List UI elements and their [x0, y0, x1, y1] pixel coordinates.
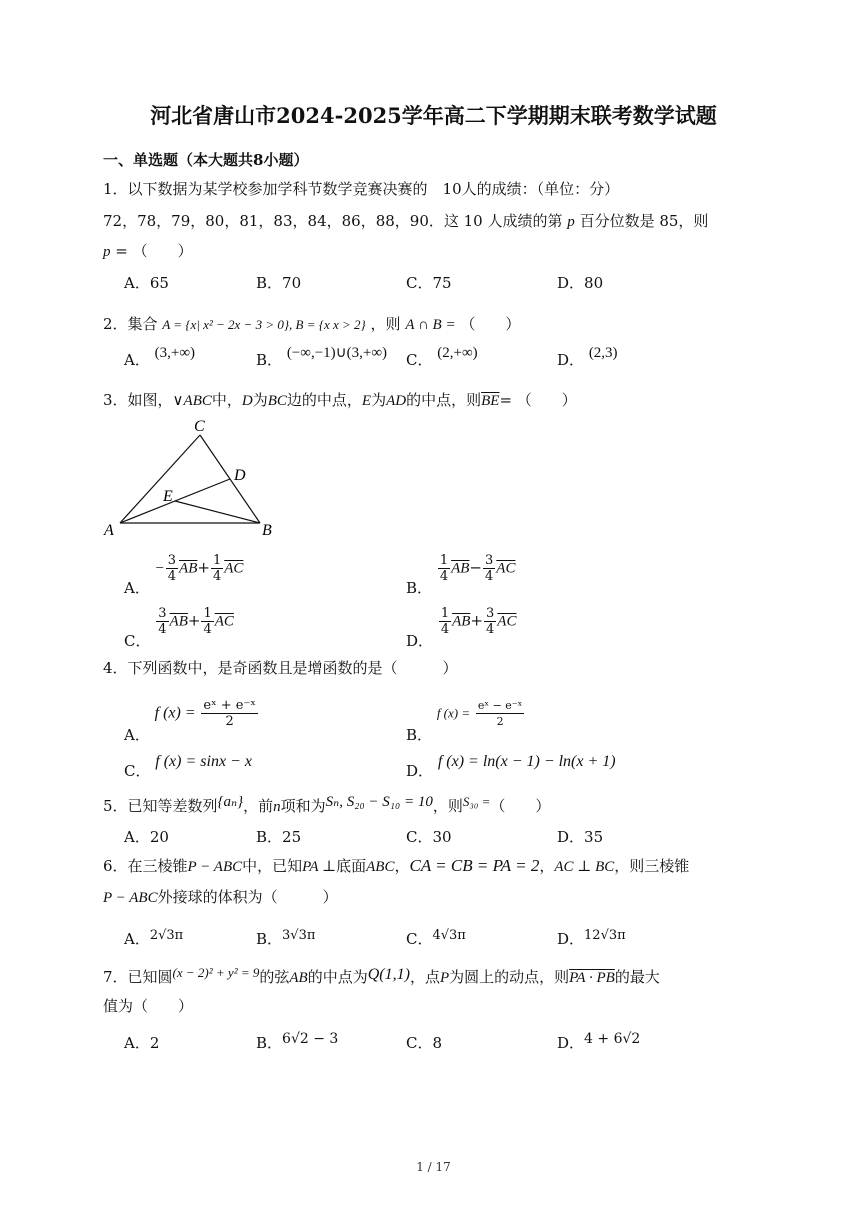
q4-b-num: eˣ − e⁻ˣ — [477, 699, 523, 712]
q3-option-c-label: C． — [124, 631, 151, 650]
q6-option-c-label: C． — [406, 930, 433, 948]
q2-option-c-label: C． — [406, 351, 433, 369]
q2-option-d-label: D． — [557, 351, 585, 369]
q3-option-a-label: A． — [124, 578, 150, 597]
q6-option-a[interactable] — [124, 929, 183, 951]
q2-suffix: （ ） — [460, 315, 521, 333]
q6-option-c[interactable] — [406, 929, 466, 951]
q2-option-b-label: B． — [256, 351, 283, 369]
q2-option-b[interactable] — [256, 345, 388, 371]
q3-b-frac1-den: 4 — [439, 569, 449, 584]
q5-option-d[interactable]: D．35 — [557, 828, 604, 846]
q3-d-frac1-den: 4 — [440, 622, 450, 637]
q2-sets: A = {x| x² − 2x − 3 > 0}, B = {x x > 2} — [162, 317, 366, 332]
q4-d-expr: f (x) = ln(x − 1) − ln(x + 1) — [437, 753, 616, 770]
label-d: D — [234, 467, 246, 484]
q3-text-2: 中， — [211, 391, 242, 409]
q1-option-b[interactable]: B．70 — [256, 274, 302, 292]
q3-b-frac2 — [483, 553, 495, 584]
q4-b-den: 2 — [496, 715, 504, 728]
q3-option-d-label: D． — [406, 631, 434, 650]
q3-c-frac2-num: 1 — [203, 606, 212, 621]
q4-option-b-label: B． — [406, 725, 433, 744]
q5-stem — [103, 796, 550, 817]
q5-option-b[interactable]: B．25 — [256, 828, 302, 846]
q3-c-frac2-den: 4 — [203, 622, 212, 637]
q6-text-4: ， — [394, 857, 410, 875]
q2-expr: A ∩ B = — [405, 317, 456, 333]
q6-text-6: ，则三棱锥 — [614, 857, 690, 875]
q2-option-a[interactable] — [124, 345, 196, 371]
q5-option-a[interactable]: A．20 — [124, 828, 169, 846]
q5-text-5: （ ） — [490, 797, 551, 815]
q2-option-c[interactable] — [406, 345, 478, 371]
q3-option-a[interactable] — [124, 553, 244, 597]
q2-option-c-math: (2,+∞) — [437, 345, 478, 361]
q6-pa-perp: PA ⊥ — [302, 859, 337, 875]
q3-var-ad: AD — [386, 393, 407, 409]
q3-b-frac1 — [438, 553, 450, 584]
q3-d-frac2 — [484, 606, 496, 637]
q1-stem-line2b: 百分位数是 85，则 — [579, 212, 709, 230]
q3-b-vec-ac: $\overline{AC}$ — [496, 560, 516, 577]
q2-prefix: 2．集合 — [103, 315, 158, 333]
q1-answer-blank: = （ ） — [115, 242, 193, 260]
q5-text-1: 5．已知等差数列 — [103, 797, 218, 815]
q3-stem — [103, 390, 577, 411]
q6-text-3: 底面 — [336, 857, 367, 875]
q1-stem-line3 — [103, 241, 193, 262]
q2-stem — [103, 314, 520, 335]
q4-option-b[interactable] — [406, 698, 525, 744]
section-heading: 一、单选题（本大题共8小题） — [103, 151, 309, 169]
q7-text-6: 的最大 — [614, 968, 660, 986]
q3-c-vec-ac: $\overline{AC}$ — [214, 613, 234, 630]
q2-option-a-math: (3,+∞) — [154, 345, 196, 361]
q3-option-d[interactable] — [406, 606, 517, 650]
q7-option-d[interactable] — [557, 1033, 640, 1054]
q6-text-1: 6．在三棱锥 — [103, 857, 188, 875]
q6-base: ABC — [366, 859, 395, 875]
q6-option-a-label: A． — [124, 930, 150, 948]
q2-option-a-label: A． — [124, 351, 150, 369]
q3-a-frac2 — [211, 553, 223, 584]
q3-option-b-label: B． — [406, 578, 433, 597]
q4-option-d-label: D． — [406, 762, 434, 780]
q3-text-1: 3．如图， — [103, 391, 173, 409]
q4-c-expr: f (x) = sinx − x — [155, 753, 252, 770]
q5-option-c[interactable]: C．30 — [406, 828, 452, 846]
q5-text-4: ，则 — [432, 797, 463, 815]
q4-option-a[interactable] — [124, 698, 259, 744]
q6-option-d-label: D． — [557, 930, 585, 948]
q3-c-frac1-num: 3 — [158, 606, 167, 621]
q5-sums: Sₙ, S₂₀ − S₁₀ = 10 — [325, 794, 433, 810]
q6-option-d[interactable] — [557, 929, 626, 951]
q6-stem-line2 — [103, 887, 338, 908]
q2-option-b-math: (−∞,−1)∪(3,+∞) — [286, 345, 388, 361]
q3-vector-be: $\overline{BE}$ — [481, 393, 500, 409]
q1-var-p: p — [567, 214, 575, 230]
q3-a-vec-ab: $\overline{AB}$ — [179, 560, 198, 577]
q3-text-6: 的中点，则 — [406, 391, 482, 409]
q7-text-3: 的中点为 — [307, 968, 368, 986]
label-a: A — [104, 522, 114, 539]
q7-option-b[interactable] — [256, 1033, 338, 1054]
q4-stem: 4．下列函数中，是奇函数且是增函数的是（ ） — [103, 659, 458, 677]
q6-text-2: 中，已知 — [242, 857, 303, 875]
q7-chord: AB — [289, 970, 308, 986]
q4-option-c[interactable] — [124, 753, 252, 780]
q6-option-b-math: 3√3π — [282, 928, 316, 943]
q5-text-3: 项和为 — [280, 797, 326, 815]
q6-option-d-math: 12√3π — [584, 928, 626, 943]
q6-option-b[interactable] — [256, 929, 315, 951]
q3-c-vec-ab: $\overline{AB}$ — [169, 613, 188, 630]
q3-var-d: D — [241, 393, 253, 409]
q3-a-frac2-den: 4 — [212, 569, 222, 584]
q3-c-frac1 — [156, 606, 168, 637]
q3-d-vec-ac: $\overline{AC}$ — [497, 613, 517, 630]
triangle-figure — [100, 415, 290, 545]
q6-option-c-math: 4√3π — [432, 928, 466, 943]
q2-option-d[interactable] — [557, 345, 618, 371]
q7-option-d-label: D． — [557, 1034, 585, 1052]
q7-option-c[interactable]: C．8 — [406, 1034, 443, 1052]
q7-text-5: 为圆上的动点，则 — [449, 968, 570, 986]
q7-stem-line2: 值为（ ） — [103, 997, 194, 1015]
q4-a-num: eˣ + e⁻ˣ — [203, 698, 256, 713]
q1-option-c[interactable]: C．75 — [406, 274, 452, 292]
q6-equal-lengths: CA = CB = PA = 2 — [409, 856, 540, 875]
q3-a-frac1-num: 3 — [167, 553, 177, 568]
q6-stem-line1 — [103, 856, 689, 877]
q4-b-frac — [476, 698, 524, 729]
q7-option-a[interactable]: A．2 — [124, 1034, 160, 1052]
q2-mid: ，则 — [370, 315, 401, 333]
q1-stem-line2a: 72，78，79，80，81，83，84，86，88，90．这 10 人成绩的第 — [103, 212, 563, 230]
q3-a-frac1-den: 4 — [167, 569, 177, 584]
q4-a-fx: f (x) = — [154, 704, 196, 722]
q1-option-a[interactable]: A．65 — [124, 274, 169, 292]
q7-text-2: 的弦 — [259, 968, 290, 986]
q5-var-n: n — [273, 799, 281, 815]
q7-point-p: P — [439, 970, 450, 986]
q6-text-7: 外接球的体积为（ ） — [157, 888, 338, 906]
q3-text-7: = （ ） — [499, 391, 577, 409]
q1-stem-line1: 1．以下数据为某学校参加学科节数学竞赛决赛的 10人的成绩：（单位：分） — [103, 180, 620, 198]
q4-a-frac — [201, 698, 257, 729]
q3-option-b[interactable] — [406, 553, 516, 597]
q3-b-frac2-num: 3 — [485, 553, 494, 568]
page-title: 河北省唐山市2024-2025学年高二下学期期末联考数学试题 — [150, 103, 717, 128]
q7-point-q: Q(1,1) — [367, 966, 410, 983]
q6-ac-perp-bc: AC ⊥ BC — [554, 859, 615, 875]
q3-a-vec-ac: $\overline{AC}$ — [224, 560, 244, 577]
q6-option-a-math: 2√3π — [149, 928, 184, 943]
q3-b-vec-ab: $\overline{AB}$ — [451, 560, 470, 577]
q3-var-e: E — [361, 393, 372, 409]
q7-option-b-math: 6√2 − 3 — [282, 1031, 339, 1047]
q3-option-c[interactable] — [124, 606, 234, 650]
q6-option-b-label: B． — [256, 930, 283, 948]
q7-text-1: 7．已知圆 — [103, 968, 173, 986]
q5-sequence: {aₙ} — [217, 794, 244, 810]
q1-stem-line2 — [103, 211, 708, 232]
q3-d-plus: + — [470, 611, 483, 630]
q3-a-sign: − — [154, 560, 165, 577]
q3-b-minus: − — [469, 558, 482, 577]
label-e: E — [163, 488, 173, 505]
q3-d-frac2-num: 3 — [486, 606, 495, 621]
q3-a-plus: + — [197, 558, 210, 577]
q2-option-d-math: (2,3) — [588, 345, 618, 361]
label-b: B — [262, 522, 272, 539]
q3-d-frac2-den: 4 — [486, 622, 495, 637]
q1-option-d[interactable]: D．80 — [557, 274, 604, 292]
q3-b-frac2-den: 4 — [485, 569, 494, 584]
q4-a-den: 2 — [225, 714, 234, 729]
q4-option-a-label: A． — [124, 725, 150, 744]
page-number: 1 / 17 — [416, 1160, 451, 1174]
q5-text-2: ，前 — [243, 797, 274, 815]
q3-a-frac1 — [166, 553, 178, 584]
q5-s30: S₃₀ = — [462, 794, 491, 809]
q6-text-5: ， — [539, 857, 555, 875]
q1-var-p2: p — [103, 244, 111, 260]
q7-circle-eq: (x − 2)² + y² = 9 — [172, 965, 260, 980]
q7-option-b-label: B． — [256, 1034, 283, 1052]
segment-ac — [120, 435, 200, 523]
q3-text-3: 为 — [252, 391, 268, 409]
q6-pyramid: P − ABC — [187, 859, 243, 875]
q3-text-4: 边的中点， — [286, 391, 362, 409]
label-c: C — [194, 418, 205, 435]
q7-dot-product: PA · PB — [569, 970, 615, 986]
q3-text-5: 为 — [371, 391, 387, 409]
q3-b-frac1-num: 1 — [439, 553, 449, 568]
q6-pyramid-2: P − ABC — [103, 890, 158, 906]
q3-d-vec-ab: $\overline{AB}$ — [452, 613, 471, 630]
q3-c-plus: + — [187, 611, 201, 630]
q7-option-d-math: 4 + 6√2 — [584, 1031, 641, 1047]
q3-d-frac1 — [439, 606, 451, 637]
q7-text-4: ，点 — [409, 968, 440, 986]
q3-a-frac2-num: 1 — [212, 553, 222, 568]
q4-option-d[interactable] — [406, 753, 616, 780]
q3-c-frac2 — [201, 606, 213, 637]
q3-triangle: ∨ABC — [172, 393, 212, 409]
q3-c-frac1-den: 4 — [158, 622, 167, 637]
q7-stem-line1 — [103, 967, 660, 988]
q4-b-fx: f (x) = — [436, 705, 471, 721]
q4-option-c-label: C． — [124, 762, 151, 780]
q3-var-bc: BC — [267, 393, 287, 409]
q3-d-frac1-num: 1 — [440, 606, 450, 621]
